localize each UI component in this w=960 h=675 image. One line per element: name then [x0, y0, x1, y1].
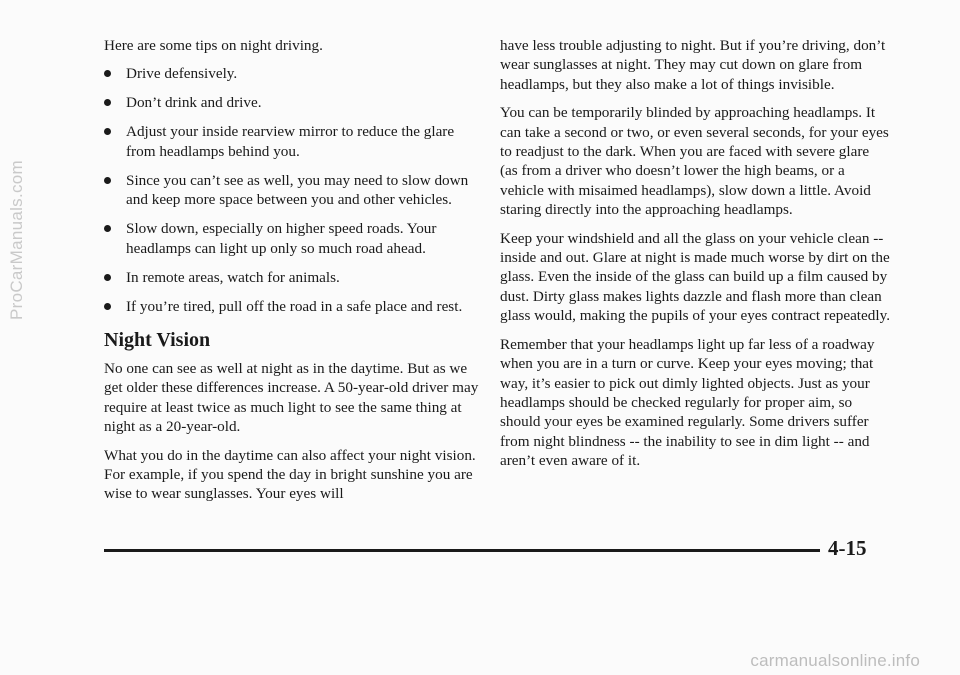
bullet-icon: [104, 225, 111, 232]
tip-text: Drive defensively.: [126, 65, 238, 83]
tip-text: Since you can’t see as well, you may need to slow down and keep more space between you and other vehicles.: [126, 171, 469, 209]
body-paragraph: have less trouble adjusting to night. But if you’re driving, don’t wear sunglasses at night. They may cut down on glare from headlamps, but they also make a lot of things invisible.: [500, 37, 886, 93]
tip-text: If you’re tired, pull off the road in a safe place and rest.: [126, 297, 463, 315]
body-paragraph: Keep your windshield and all the glass on your vehicle clean -- inside and out. Glare at night is made much worse by dirt on the glass. Even the inside of the glass can build up a film caused by dust. Dirty glass makes lights dazzle and flash more than clean glass would, making the pupils of your eyes contract repeatedly.: [500, 229, 890, 325]
page-number: 4-15: [828, 536, 867, 560]
side-watermark: ProCarManuals.com: [7, 159, 26, 321]
bullet-icon: [104, 303, 111, 310]
body-paragraph: No one can see as well at night as in the daytime. But as we get older these differences increase. A 50-year-old driver may require at least twice as much light to see the same thing at night as a 20-year-old.: [104, 360, 479, 436]
body-paragraph: What you do in the daytime can also affect your night vision. For example, if you spend the day in bright sunshine you are wise to wear sunglasses. Your eyes will: [104, 446, 476, 503]
tip-text: Adjust your inside rearview mirror to reduce the glare from headlamps behind you.: [126, 123, 455, 160]
night-driving-tips-list: [104, 64, 482, 316]
list-item: [104, 171, 482, 210]
footer-divider: [104, 549, 820, 552]
bullet-icon: [104, 99, 111, 106]
bullet-icon: [104, 128, 111, 135]
bullet-icon: [104, 70, 111, 77]
bottom-watermark: carmanualsonline.info: [750, 651, 920, 670]
intro-text: Here are some tips on night driving.: [104, 37, 323, 54]
bullet-icon: [104, 274, 111, 281]
list-item: [104, 268, 482, 287]
bullet-icon: [104, 177, 111, 184]
list-item: [104, 93, 482, 112]
list-item: [104, 122, 482, 161]
right-column: [500, 36, 890, 480]
list-item: [104, 297, 482, 316]
tip-text: Don’t drink and drive.: [126, 94, 262, 112]
section-heading: Night Vision: [104, 329, 211, 352]
tip-text: In remote areas, watch for animals.: [126, 268, 340, 286]
body-paragraph: You can be temporarily blinded by approaching headlamps. It can take a second or two, or even several seconds, for your eyes to readjust to the dark. When you are faced with severe glare (as from a driver who doesn’t lower the high beams, or a vehicle with misaimed headlamps), slow down a little. Avoid staring directly into the approaching headlamps.: [500, 104, 889, 219]
list-item: [104, 219, 482, 258]
tip-text: Slow down, especially on higher speed roads. Your headlamps can light up only so much road ahead.: [126, 220, 437, 257]
list-item: [104, 64, 482, 83]
body-paragraph: Remember that your headlamps light up far less of a roadway when you are in a turn or curve. Keep your eyes moving; that way, it’s easier to pick out dimly lighted objects. Just as your headlamps should be checked regularly for proper aim, so should your eyes be examined regularly. Some drivers suffer from night blindness -- the inability to see in dim light -- and aren’t even aware of it.: [500, 335, 875, 470]
left-column: [104, 36, 482, 513]
